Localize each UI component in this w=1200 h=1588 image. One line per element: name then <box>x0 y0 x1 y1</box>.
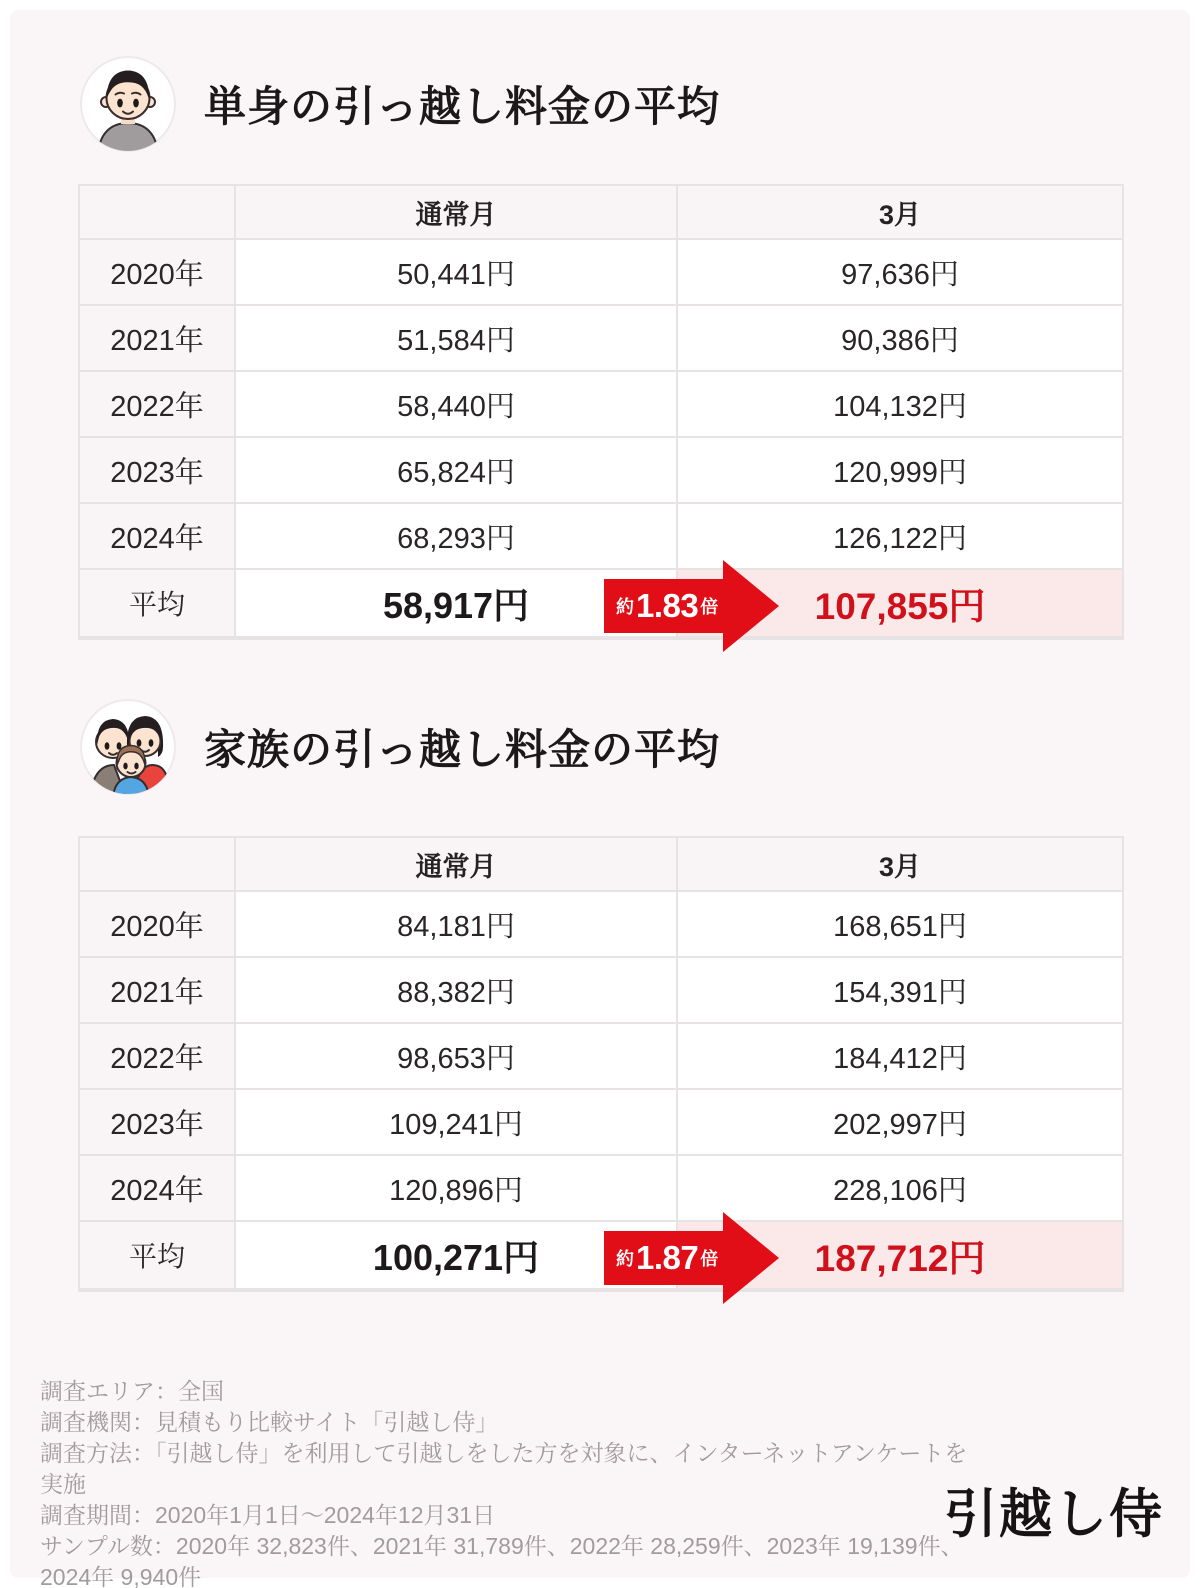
table-row <box>80 240 1122 306</box>
year-cell: 2022年 <box>80 372 236 438</box>
table-row <box>80 306 1122 372</box>
normal-month-value: 98,653円 <box>236 1024 678 1090</box>
multiplier-suffix: 倍 <box>700 1249 719 1269</box>
normal-month-value: 51,584円 <box>236 306 678 372</box>
family-avatar-icon <box>80 699 176 795</box>
header-normal-month: 通常月 <box>236 838 678 892</box>
multiplier-suffix: 倍 <box>700 597 719 617</box>
note-organization: 調査機関：見積もり比較サイト「引越し侍」 <box>40 1409 499 1435</box>
normal-month-value: 88,382円 <box>236 958 678 1024</box>
march-value: 120,999円 <box>678 438 1122 504</box>
table-header-row <box>80 838 1122 892</box>
section-header-family <box>80 699 720 795</box>
header-empty-cell <box>80 186 236 240</box>
multiplier-badge <box>604 1231 723 1285</box>
average-row <box>80 570 1122 638</box>
header-march: 3月 <box>678 838 1122 892</box>
note-area: 調査エリア：全国 <box>40 1378 224 1404</box>
march-value: 154,391円 <box>678 958 1122 1024</box>
table-row <box>80 958 1122 1024</box>
normal-month-value: 120,896円 <box>236 1156 678 1222</box>
table-row <box>80 438 1122 504</box>
normal-month-value: 84,181円 <box>236 892 678 958</box>
year-cell: 2020年 <box>80 892 236 958</box>
table-header-row <box>80 186 1122 240</box>
year-cell: 2023年 <box>80 438 236 504</box>
average-march-value: 107,855円 <box>678 570 1122 638</box>
survey-notes <box>40 1376 980 1588</box>
year-cell: 2023年 <box>80 1090 236 1156</box>
average-label-cell: 平均 <box>80 1222 236 1290</box>
march-value: 168,651円 <box>678 892 1122 958</box>
year-cell: 2021年 <box>80 958 236 1024</box>
normal-month-value: 50,441円 <box>236 240 678 306</box>
march-value: 228,106円 <box>678 1156 1122 1222</box>
year-cell: 2022年 <box>80 1024 236 1090</box>
march-value: 90,386円 <box>678 306 1122 372</box>
table-row <box>80 1090 1122 1156</box>
content-area <box>10 10 1190 1588</box>
normal-month-value: 109,241円 <box>236 1090 678 1156</box>
march-value: 97,636円 <box>678 240 1122 306</box>
page-title-family: 家族の引っ越し料金の平均 <box>204 726 721 773</box>
table-row <box>80 372 1122 438</box>
normal-month-value: 65,824円 <box>236 438 678 504</box>
multiplier-value: 1.87 <box>636 1239 699 1276</box>
year-cell: 2021年 <box>80 306 236 372</box>
table-row <box>80 1156 1122 1222</box>
table-row <box>80 504 1122 570</box>
multiplier-badge <box>604 579 723 633</box>
multiplier-prefix: 約 <box>616 597 634 617</box>
normal-month-value: 58,440円 <box>236 372 678 438</box>
note-method: 調査方法：「引越し侍」を利用して引越しをした方を対象に、インターネットアンケートを実施 <box>40 1440 968 1497</box>
average-label-cell: 平均 <box>80 570 236 638</box>
year-cell: 2020年 <box>80 240 236 306</box>
normal-month-value: 68,293円 <box>236 504 678 570</box>
brand-logo: 引越し侍 <box>944 1485 1164 1544</box>
march-value: 202,997円 <box>678 1090 1122 1156</box>
note-period: 調査期間：2020年1月1日～2024年12月31日 <box>40 1502 496 1528</box>
average-march-value: 187,712円 <box>678 1222 1122 1290</box>
note-samples: サンプル数：2020年 32,823件、2021年 31,789件、2022年 28,259件、2023年 19,139件、2024年 9,940件 <box>40 1533 964 1588</box>
table-row <box>80 1024 1122 1090</box>
march-value: 184,412円 <box>678 1024 1122 1090</box>
header-normal-month: 通常月 <box>236 186 678 240</box>
average-normal-value: 100,271円 <box>236 1222 678 1290</box>
average-normal-value: 58,917円 <box>236 570 678 638</box>
multiplier-arrow <box>604 560 779 652</box>
arrow-head-icon <box>723 1212 779 1304</box>
table-row <box>80 892 1122 958</box>
march-value: 126,122円 <box>678 504 1122 570</box>
arrow-head-icon <box>723 560 779 652</box>
price-table-family <box>78 836 1124 1292</box>
page-title-single: 単身の引っ越し料金の平均 <box>204 83 721 130</box>
header-empty-cell <box>80 838 236 892</box>
average-row <box>80 1222 1122 1290</box>
price-table-single <box>78 184 1124 640</box>
section-header-single <box>80 56 720 152</box>
multiplier-prefix: 約 <box>616 1249 634 1269</box>
year-cell: 2024年 <box>80 1156 236 1222</box>
multiplier-arrow <box>604 1212 779 1304</box>
header-march: 3月 <box>678 186 1122 240</box>
year-cell: 2024年 <box>80 504 236 570</box>
multiplier-value: 1.83 <box>636 587 699 624</box>
single-person-avatar-icon <box>80 56 176 152</box>
march-value: 104,132円 <box>678 372 1122 438</box>
